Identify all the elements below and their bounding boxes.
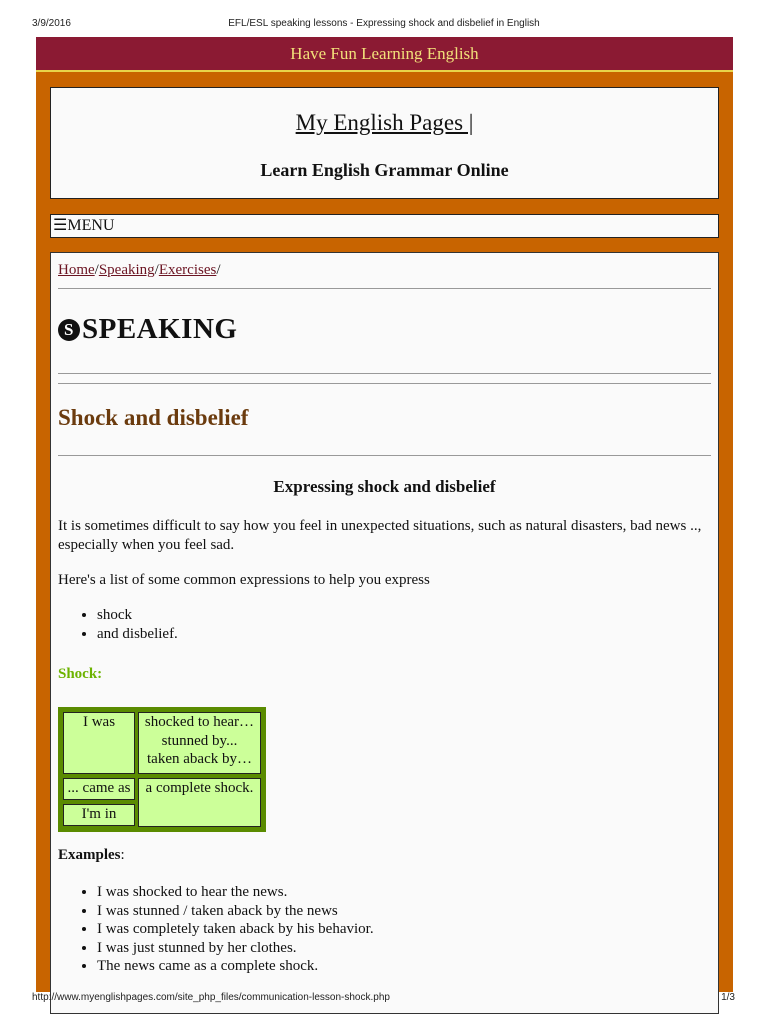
list-item: • I was completely taken aback by his behavior. <box>97 920 374 939</box>
table-cell: shocked to hear… stunned by... taken aback by… <box>138 712 261 774</box>
list-item: • I was just stunned by her clothes. <box>97 939 374 958</box>
table-cell: I'm in <box>63 804 135 826</box>
pdf-footer <box>0 992 768 1006</box>
section-title: S SPEAKING <box>58 313 237 346</box>
divider <box>58 288 711 289</box>
table-cell: I was <box>63 712 135 774</box>
list-item: • and disbelief. <box>97 625 178 644</box>
banner: Have Fun Learning English <box>36 37 733 72</box>
breadcrumb-exercises[interactable]: Exercises <box>158 262 217 278</box>
print-url: http://www.myenglishpages.com/site_php_files/communication-lesson-shock.php <box>32 992 390 1003</box>
list-intro: Here's a list of some common expressions to help you express <box>58 572 430 588</box>
site-header <box>50 87 719 199</box>
expression-list <box>58 606 178 643</box>
hamburger-icon: ☰ <box>53 217 68 234</box>
site-subtitle: Learn English Grammar Online <box>260 160 509 180</box>
menu-button[interactable] <box>50 214 719 238</box>
divider <box>58 383 711 384</box>
lesson-heading: Expressing shock and disbelief <box>273 477 496 496</box>
breadcrumb-speaking[interactable]: Speaking <box>98 262 155 278</box>
list-item: • I was shocked to hear the news. <box>97 883 374 902</box>
shock-heading: Shock: <box>58 666 103 682</box>
main-content <box>50 252 719 1014</box>
divider <box>58 455 711 456</box>
list-item: • shock <box>97 606 178 625</box>
speaking-badge-icon: S <box>58 319 80 341</box>
table-cell: a complete shock. <box>138 778 261 827</box>
intro-paragraph: It is sometimes difficult to say how you feel in unexpected situations, such as natural disasters, bad news .., especially when you feel sad. <box>58 518 702 553</box>
examples-label: Examples: <box>58 847 125 863</box>
expression-table <box>58 707 266 832</box>
list-item: • The news came as a complete shock. <box>97 957 374 976</box>
breadcrumb-home[interactable]: Home <box>58 262 95 278</box>
divider <box>58 373 711 374</box>
breadcrumb: Home/Speaking/Exercises/ <box>58 262 221 278</box>
pdf-header <box>0 18 768 32</box>
menu-label: MENU <box>67 217 115 234</box>
examples-list <box>58 883 374 976</box>
page-frame <box>36 72 733 992</box>
table-cell: ... came as <box>63 778 135 800</box>
page-number: 1/3 <box>721 992 735 1003</box>
site-title-link[interactable]: My English Pages | <box>295 110 474 135</box>
lesson-title: Shock and disbelief <box>58 405 249 430</box>
list-item: • I was stunned / taken aback by the news <box>97 902 374 921</box>
print-date: 3/9/2016 <box>32 18 71 29</box>
print-title: EFL/ESL speaking lessons - Expressing shock and disbelief in English <box>228 18 540 29</box>
